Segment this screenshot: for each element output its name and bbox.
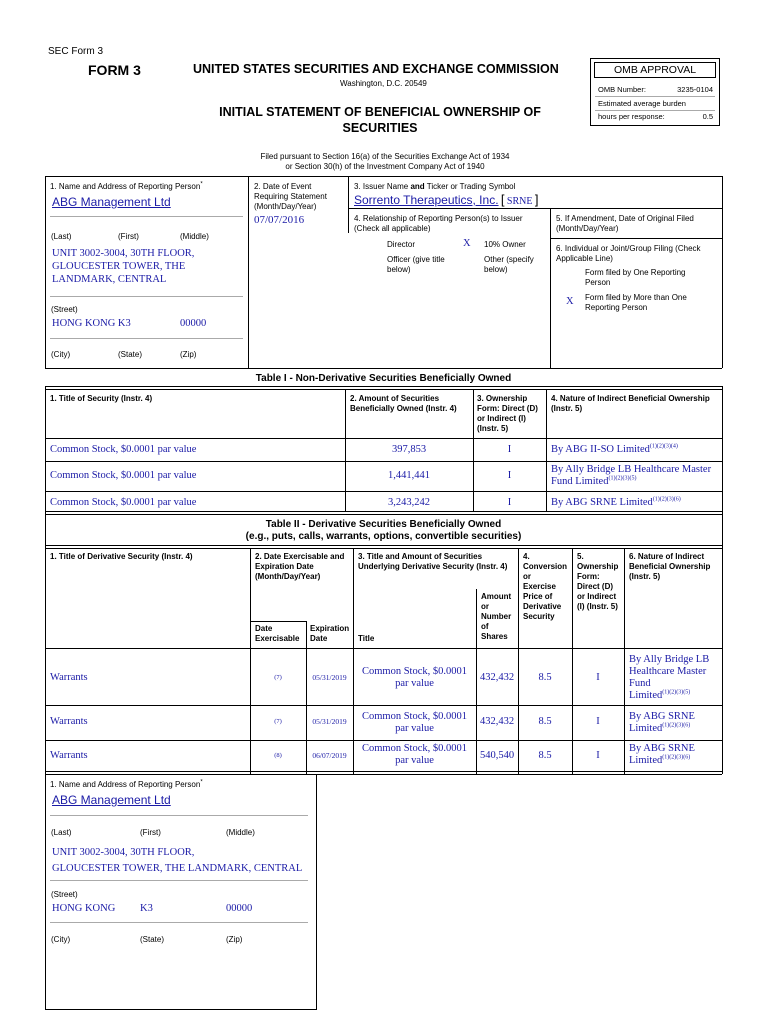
state-label: (State) [118,350,143,359]
t2-price: 8.5 [538,716,552,727]
street-address-2: UNIT 3002-3004, 30TH FLOOR, GLOUCESTER TOWER, THE LANDMARK, CENTRAL [52,847,303,874]
reporting-person-box-2 [45,774,317,1010]
t1-amount: 3,243,242 [388,497,430,508]
t1-amount: 1,441,441 [388,470,430,481]
t2-form: I [596,672,600,683]
t2-underlying-title: Common Stock, $0.0001 par value [361,743,467,766]
reporting-person-name-link[interactable]: ABG Management Ltd [52,195,171,209]
state-value-2: K3 [140,903,153,914]
t2-shares: 432,432 [479,716,515,727]
t2-sub-expiration: Expiration Date [310,624,350,643]
box5-label: 5. If Amendment, Date of Original Filed (Month/Day/Year) [556,214,694,233]
omb-number-label: OMB Number: [598,85,646,94]
commission-city: Washington, D.C. 20549 [340,79,427,88]
street-label-2: (Street) [51,890,78,899]
t1-form: I [507,470,512,481]
omb-hours-label: hours per response: [598,112,665,121]
state-label-2: (State) [140,935,165,944]
box1b-label: 1. Name and Address of Reporting Person* [50,779,203,789]
t2-exercisable: (7) [274,674,282,681]
middle-label: (Middle) [180,232,209,241]
t1-nature: By Ally Bridge LB Healthcare Master Fund Limited$^{(1)(2)(3)(5)}$ [551,464,712,487]
t1-form: I [507,444,512,455]
omb-burden-label: Estimated average burden [598,99,686,108]
street-label: (Street) [51,305,78,314]
t2-price: 8.5 [538,672,552,683]
event-date: 07/07/2016 [254,214,305,226]
street-address: UNIT 3002-3004, 30TH FLOOR, GLOUCESTER TOWER, THE LANDMARK, CENTRAL [52,248,195,285]
t1-security-title: Common Stock, $0.0001 par value [50,444,197,455]
commission-title: UNITED STATES SECURITIES AND EXCHANGE COMMISSION [193,62,559,76]
one-reporting-label: Form filed by One Reporting Person [585,268,686,287]
t2-col-title: 1. Title of Derivative Security (Instr. 4) [50,552,193,561]
t2-shares: 432,432 [479,672,515,683]
table1-title: Table I - Non-Derivative Securities Beneficially Owned [255,373,512,384]
t1-nature: By ABG II-SO Limited$^{(1)(2)(3)(4)}$ [551,443,678,455]
box2-label: 2. Date of Event Requiring Statement (Month/Day/Year) [254,182,327,211]
officer-label: Officer (give title below) [387,255,445,274]
t2-nature: By ABG SRNE Limited$^{(1)(2)(3)(6)}$ [629,711,695,734]
first-label-2: (First) [140,828,161,837]
box4-label: 4. Relationship of Reporting Person(s) to Issuer (Check all applicable) [354,214,523,233]
box1-label: 1. Name and Address of Reporting Person* [50,181,203,191]
t2-derivative-title: Warrants [50,672,88,683]
city-label: (City) [51,350,71,359]
t2-exercisable: (8) [274,752,282,759]
omb-title: OMB APPROVAL [594,62,716,78]
t2-expiration: 05/31/2019 [312,673,347,682]
filed-pursuant: Filed pursuant to Section 16(a) of the Securities Exchange Act of 1934 or Section 30(h) of the Investment Company Act of 1940 [260,152,510,171]
t2-price: 8.5 [538,750,552,761]
other-label: Other (specify below) [484,255,534,274]
t2-form: I [596,750,600,761]
reporting-person-name-link-2[interactable]: ABG Management Ltd [52,793,171,807]
t2-sub-date-exercisable: Date Exercisable [255,624,300,643]
t1-nature: By ABG SRNE Limited$^{(1)(2)(3)(6)}$ [551,496,681,508]
box3-label: 3. Issuer Name and Ticker or Trading Symbol [354,182,516,191]
t2-form: I [596,716,600,727]
t2-sub-amount: Amount or Number of Shares [481,592,512,641]
t2-underlying-title: Common Stock, $0.0001 par value [361,666,467,689]
t1-col-amount: 2. Amount of Securities Beneficially Owned (Instr. 4) [350,394,457,413]
t2-exercisable: (7) [274,718,282,725]
issuer-name-link[interactable]: Sorrento Therapeutics, Inc. [354,193,499,207]
t1-security-title: Common Stock, $0.0001 par value [50,470,197,481]
omb-approval-box [590,58,720,126]
t2-expiration: 05/31/2019 [312,717,347,726]
city-label-2: (City) [51,935,71,944]
box6-label: 6. Individual or Joint/Group Filing (Check Applicable Line) [556,244,701,263]
t2-sub-title: Title [358,634,375,643]
t1-col-ownership: 3. Ownership Form: Direct (D) or Indirect (I) (Instr. 5) [477,394,538,433]
more-than-one-check[interactable]: X [566,296,574,307]
t1-amount: 397,853 [391,444,427,455]
t2-underlying-title: Common Stock, $0.0001 par value [361,711,467,734]
t2-col-dates: 2. Date Exercisable and Expiration Date (Month/Day/Year) [255,552,345,581]
t2-derivative-title: Warrants [50,716,88,727]
last-label: (Last) [51,232,72,241]
t2-expiration: 06/07/2019 [312,751,347,760]
first-label: (First) [118,232,139,241]
zip-value-2: 00000 [226,903,253,914]
more-than-one-label: Form filed by More than One Reporting Person [585,293,687,312]
t2-col-conversion: 4. Conversion or Exercise Price of Derivative Security [523,552,568,621]
t2-derivative-title: Warrants [50,750,88,761]
t2-col-ownership: 5. Ownership Form: Direct (D) or Indirect (I) (Instr. 5) [577,552,619,611]
zip-label: (Zip) [180,350,197,359]
form-title: INITIAL STATEMENT OF BENEFICIAL OWNERSHIP OF SECURITIES [219,105,541,135]
t1-security-title: Common Stock, $0.0001 par value [50,497,197,508]
last-label-2: (Last) [51,828,72,837]
t1-col-nature: 4. Nature of Indirect Beneficial Ownership (Instr. 5) [551,394,710,413]
city-state-value: HONG KONG K3 [52,318,131,329]
t2-col-nature: 6. Nature of Indirect Beneficial Ownership (Instr. 5) [629,552,711,581]
t1-form: I [507,497,512,508]
city-value-2: HONG KONG [52,903,116,914]
director-label: Director [387,240,416,249]
t2-col-underlying: 3. Title and Amount of Securities Underlying Derivative Security (Instr. 4) [358,552,508,571]
zip-label-2: (Zip) [226,935,243,944]
t2-shares: 540,540 [479,750,515,761]
ticker-symbol: SRNE [506,196,533,207]
t1-col-title: 1. Title of Security (Instr. 4) [50,394,153,403]
omb-hours-value: 0.5 [702,112,713,121]
zip-value: 00000 [180,318,207,329]
sec-form-label: SEC Form 3 [48,46,104,57]
table2-title: Table II - Derivative Securities Beneficially Owned (e.g., puts, calls, warrants, options, convertible securities) [245,519,522,542]
director-check[interactable]: X [463,238,471,249]
middle-label-2: (Middle) [226,828,255,837]
ten-percent-label: 10% Owner [484,240,526,249]
t2-nature: By ABG SRNE Limited$^{(1)(2)(3)(6)}$ [629,743,695,766]
t2-nature: By Ally Bridge LB Healthcare Master Fund Limited$^{(1)(2)(3)(5)}$ [629,654,710,701]
issuer-line: Sorrento Therapeutics, Inc. [ SRNE ] [354,192,539,207]
omb-number-value: 3235-0104 [677,85,713,94]
form-number: FORM 3 [88,62,141,78]
